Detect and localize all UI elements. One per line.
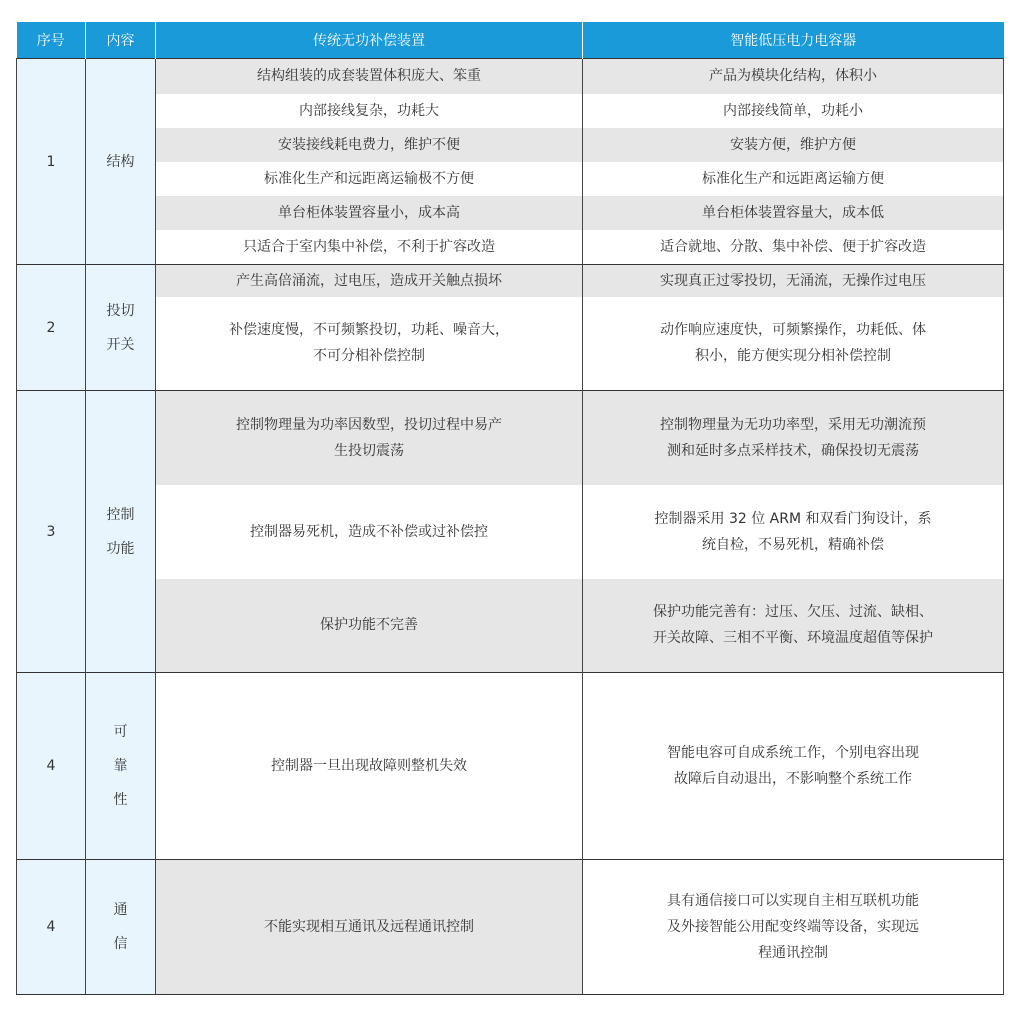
section-category: 通 信 [86,860,156,995]
header-traditional: 传统无功补偿装置 [156,22,583,59]
traditional-cell: 控制器一旦出现故障则整机失效 [156,673,583,860]
smart-cell: 动作响应速度快，可频繁操作，功耗低、体 积小，能方便实现分相补偿控制 [583,297,1004,391]
section-category: 结构 [86,59,156,265]
smart-cell: 安装方便，维护方便 [583,128,1004,162]
table-row [17,128,1004,162]
traditional-cell: 结构组装的成套装置体积庞大、笨重 [156,59,583,94]
header-row [17,22,1004,59]
comparison-table [16,22,1004,995]
header-content: 内容 [86,22,156,59]
traditional-cell: 保护功能不完善 [156,579,583,673]
table-row [17,162,1004,196]
smart-cell: 智能电容可自成系统工作，个别电容出现 故障后自动退出，不影响整个系统工作 [583,673,1004,860]
smart-cell: 具有通信接口可以实现自主相互联机功能 及外接智能公用配变终端等设备，实现远 程通讯控制 [583,860,1004,995]
traditional-cell: 不能实现相互通讯及远程通讯控制 [156,860,583,995]
traditional-cell: 补偿速度慢，不可频繁投切，功耗、噪音大， 不可分相补偿控制 [156,297,583,391]
table-row [17,196,1004,230]
table-row [17,860,1004,995]
section-index: 4 [17,860,86,995]
traditional-cell: 安装接线耗电费力，维护不便 [156,128,583,162]
table-row [17,94,1004,128]
table-row [17,579,1004,673]
smart-cell: 保护功能完善有：过压、欠压、过流、缺相、 开关故障、三相不平衡、环境温度超值等保护 [583,579,1004,673]
table-row [17,673,1004,860]
smart-cell: 控制物理量为无功功率型，采用无功潮流预 测和延时多点采样技术，确保投切无震荡 [583,391,1004,485]
section-index: 2 [17,265,86,391]
smart-cell: 实现真正过零投切，无涌流，无操作过电压 [583,265,1004,297]
smart-cell: 单台柜体装置容量大，成本低 [583,196,1004,230]
table-row [17,265,1004,297]
table-row [17,391,1004,485]
smart-cell: 标准化生产和远距离运输方便 [583,162,1004,196]
table-row [17,230,1004,265]
smart-cell: 适合就地、分散、集中补偿、便于扩容改造 [583,230,1004,265]
traditional-cell: 标准化生产和远距离运输极不方便 [156,162,583,196]
traditional-cell: 控制器易死机，造成不补偿或过补偿控 [156,485,583,579]
section-category: 可 靠 性 [86,673,156,860]
section-category: 控制 功能 [86,391,156,673]
traditional-cell: 控制物理量为功率因数型，投切过程中易产 生投切震荡 [156,391,583,485]
table-row [17,485,1004,579]
traditional-cell: 单台柜体装置容量小，成本高 [156,196,583,230]
traditional-cell: 只适合于室内集中补偿，不利于扩容改造 [156,230,583,265]
section-index: 3 [17,391,86,673]
section-index: 1 [17,59,86,265]
smart-cell: 产品为模块化结构，体积小 [583,59,1004,94]
table-row [17,59,1004,94]
section-index: 4 [17,673,86,860]
header-index: 序号 [17,22,86,59]
traditional-cell: 内部接线复杂，功耗大 [156,94,583,128]
smart-cell: 内部接线简单，功耗小 [583,94,1004,128]
smart-cell: 控制器采用 32 位 ARM 和双看门狗设计，系 统自检，不易死机，精确补偿 [583,485,1004,579]
header-smart: 智能低压电力电容器 [583,22,1004,59]
table-row [17,297,1004,391]
section-category: 投切 开关 [86,265,156,391]
traditional-cell: 产生高倍涌流，过电压，造成开关触点损坏 [156,265,583,297]
